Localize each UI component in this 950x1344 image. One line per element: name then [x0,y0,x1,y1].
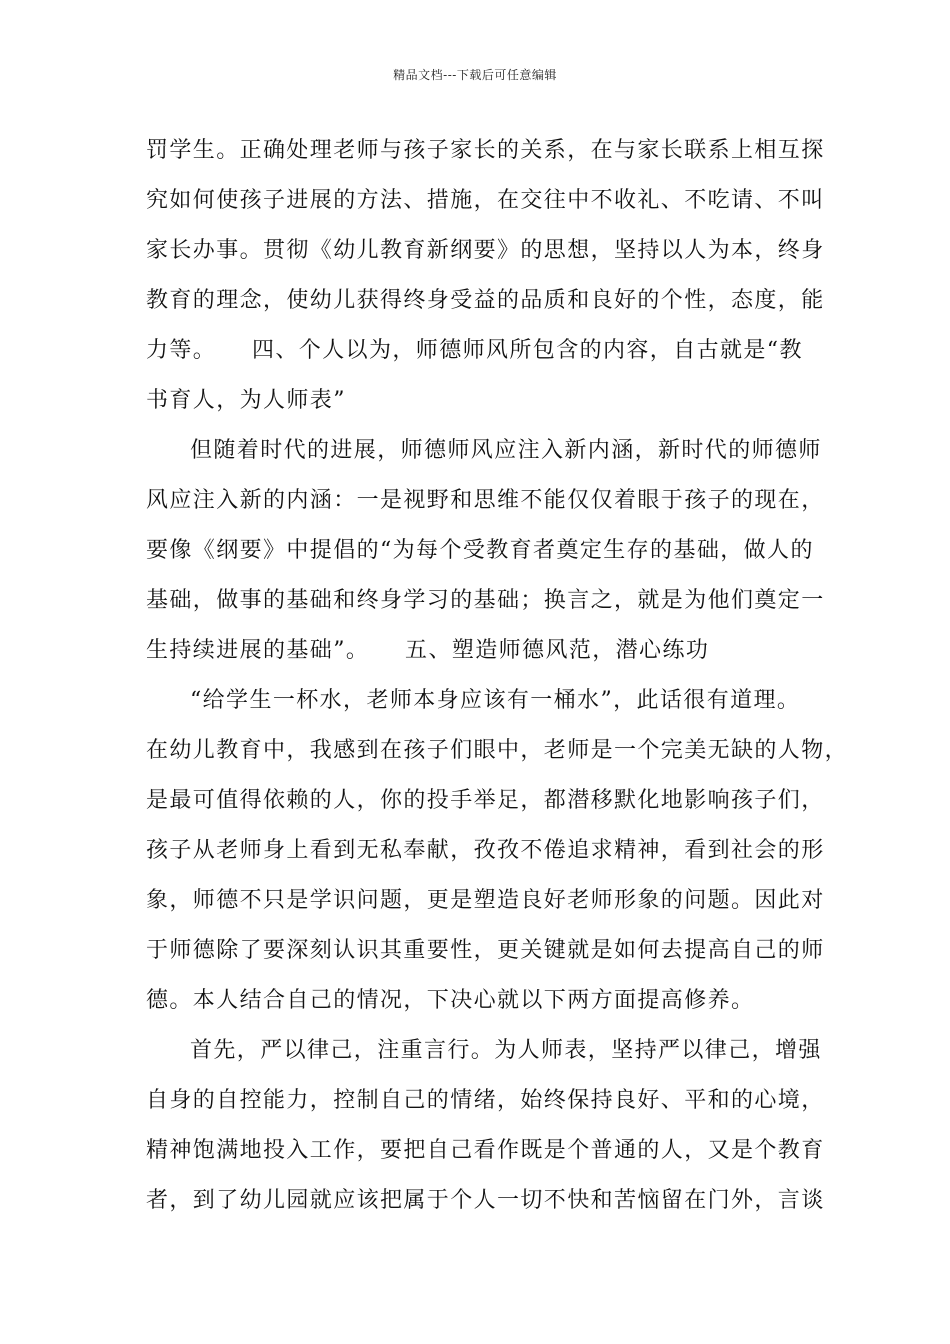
text-line: 风应注入新的内涵：一是视野和思维不能仅仅着眼于孩子的现在， [146,488,825,513]
paragraph-first-line: 但随着时代的进展，师德师风应注入新内涵，新时代的师德师 [190,438,822,463]
text-line: 德。本人结合自己的情况，下决心就以下两方面提高修养。 [146,988,755,1013]
text-line: 家长办事。贯彻《幼儿教育新纲要》的思想，坚持以人为本，终身 [146,238,825,263]
text-line: 者，到了幼儿园就应该把属于个人一切不快和苦恼留在门外，言谈 [146,1188,825,1213]
text-line: 书育人，为人师表” [146,388,346,413]
body-text [146,133,849,1233]
text-line: 精神饱满地投入工作，要把自己看作既是个普通的人，又是个教育 [146,1138,825,1163]
text-line: 教育的理念，使幼儿获得终身受益的品质和良好的个性，态度，能 [146,288,825,313]
text-line: 生持续进展的基础”。 五、塑造师德风范，潜心练功 [146,638,710,663]
text-line: 要像《纲要》中提倡的“为每个受教育者奠定生存的基础，做人的 [146,538,814,563]
text-line: 罚学生。正确处理老师与孩子家长的关系，在与家长联系上相互探 [146,138,825,163]
text-line: 是最可值得依赖的人，你的投手举足，都潜移默化地影响孩子们， [146,788,825,813]
text-line: 究如何使孩子进展的方法、措施，在交往中不收礼、不吃请、不叫 [146,188,825,213]
text-line: 象，师德不只是学识问题，更是塑造良好老师形象的问题。因此对 [146,888,825,913]
text-line: 力等。 四、个人以为，师德师风所包含的内容，自古就是“教 [146,338,803,363]
text-line: 在幼儿教育中，我感到在孩子们眼中，老师是一个完美无缺的人物， [146,738,849,763]
text-line: 于师德除了要深刻认识其重要性，更关键就是如何去提高自己的师 [146,938,825,963]
paragraph-first-line: 首先，严以律己，注重言行。为人师表，坚持严以律己，增强 [190,1038,822,1063]
page-header: 精品文档---下载后可任意编辑 [393,68,557,82]
text-line: 孩子从老师身上看到无私奉献，孜孜不倦追求精神，看到社会的形 [146,838,825,863]
text-line: 自身的自控能力，控制自己的情绪，始终保持良好、平和的心境， [146,1088,825,1113]
text-line: 基础，做事的基础和终身学习的基础；换言之，就是为他们奠定一 [146,588,825,613]
paragraph-first-line: “给学生一杯水，老师本身应该有一桶水”，此话很有道理。 [190,688,801,713]
